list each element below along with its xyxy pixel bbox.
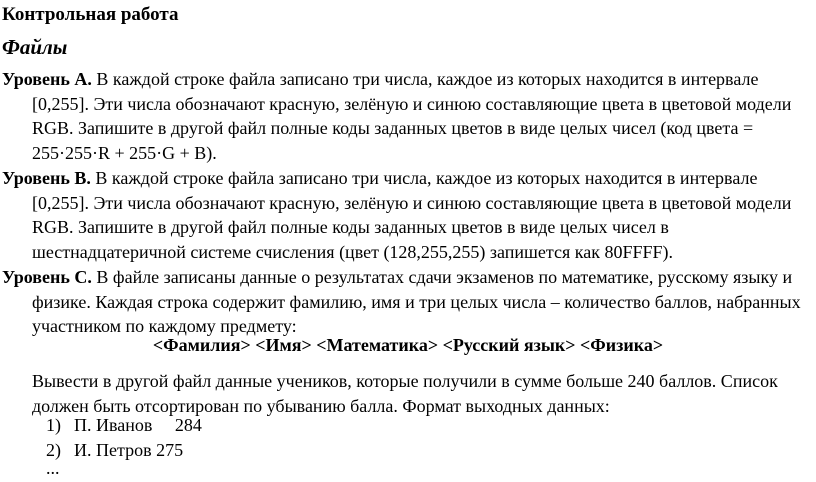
level-c-text: В файле записаны данные о результатах сдачи экзаменов по математике, русскому языку и физике. Каждая строка содержит фамилию, имя и три целых числа – количество баллов, набранных участником по каждому предмету:	[32, 267, 801, 336]
input-format-line: <Фамилия> <Имя> <Математика> <Русский язык> <Физика>	[152, 335, 664, 355]
list-item-text: П. Иванов 284	[74, 415, 202, 435]
output-example-list	[46, 413, 202, 462]
list-item	[46, 413, 202, 438]
level-a-text: В каждой строке файла записано три числа, каждое из которых находится в интервале [0,255]. Эти числа обозначают красную, зелёную и синюю составляющие цвета в цветовой модели RGB. Запишите в другой файл полные коды заданных цветов в виде целых чисел (код цвета = 255·255·R + 255·G + B).	[32, 69, 792, 163]
list-item-number: 2)	[46, 439, 61, 460]
level-b-label: Уровень В.	[2, 168, 91, 188]
list-item-text: И. Петров 275	[74, 439, 184, 460]
level-a-paragraph	[2, 67, 812, 165]
document-subtitle: Файлы	[2, 35, 68, 59]
list-item	[46, 438, 202, 463]
list-item-number: 1)	[46, 415, 61, 435]
output-task-text: Вывести в другой файл данные учеников, которые получили в сумме больше 240 баллов. Список должен быть отсортирован по убыванию балла. Формат выходных данных:	[32, 371, 778, 416]
level-b-text: В каждой строке файла записано три числа, каждое из которых находится в интервале [0,255]. Эти числа обозначают красную, зелёную и синюю составляющие цвета в цветовой модели RGB. Запишите в другой файл полные коды заданных цветов в виде целых чисел в шестнадцатеричной системе счисления (цвет (128,255,255) запишется как 80FFFF).	[32, 168, 792, 262]
level-c-label: Уровень С.	[2, 267, 92, 287]
document-title: Контрольная работа	[2, 4, 179, 25]
level-c-paragraph	[2, 265, 812, 339]
level-a-label: Уровень А.	[2, 69, 92, 89]
list-ellipsis: ...	[46, 458, 60, 478]
level-b-paragraph	[2, 166, 812, 264]
